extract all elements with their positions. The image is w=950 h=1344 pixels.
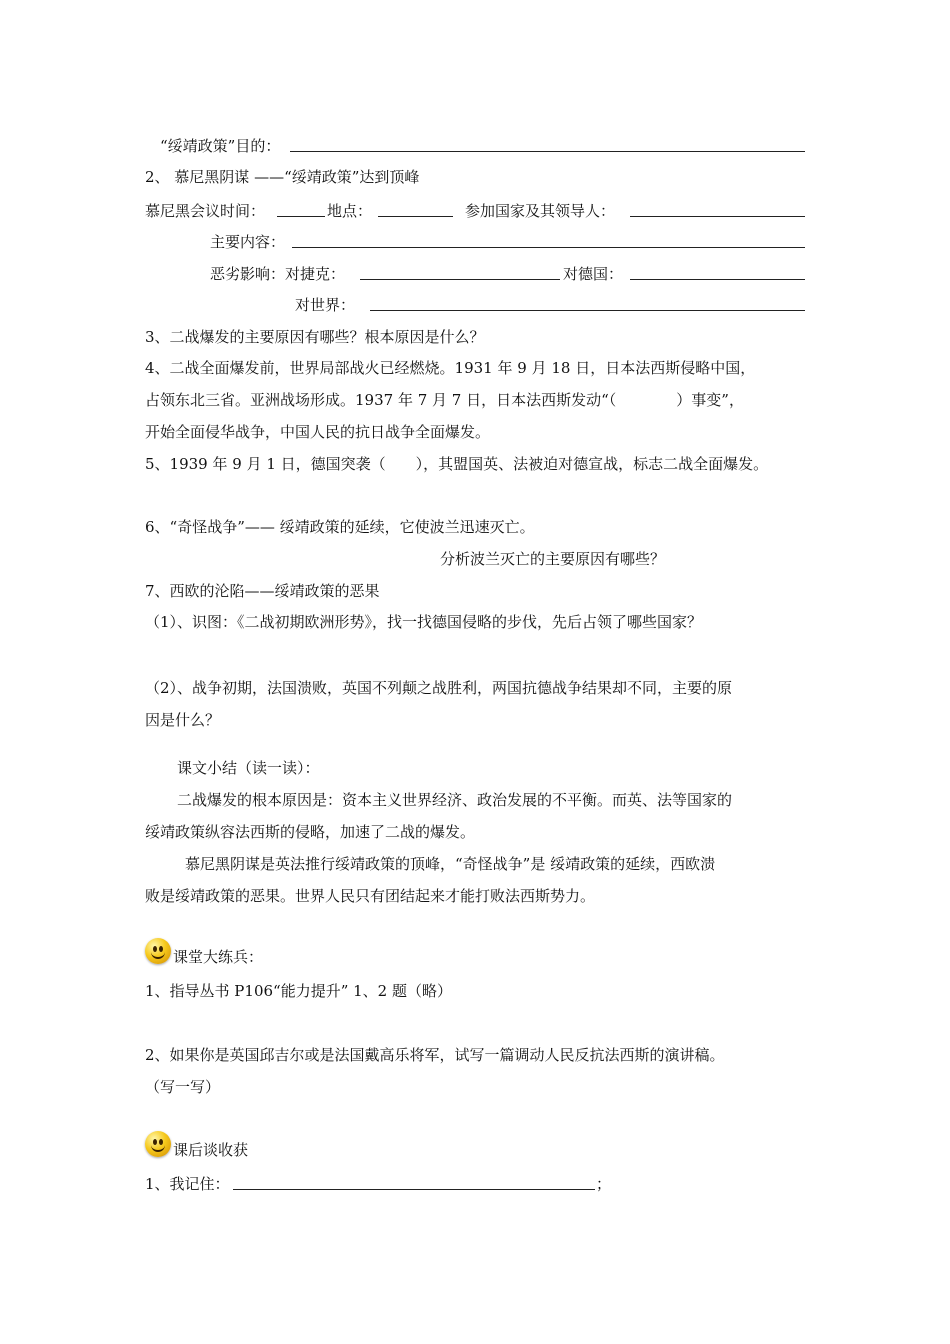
question-3: 3、二战爆发的主要原因有哪些？根本原因是什么？: [145, 328, 485, 346]
czech-blank[interactable]: [360, 279, 560, 280]
question-7-1: （1）、识图：《二战初期欧洲形势》，找一找德国侵略的步伐，先后占领了哪些国家？: [145, 613, 703, 631]
summary-paragraph-2-line-1: 慕尼黑阴谋是英法推行绥靖政策的顶峰，“奇怪战争”是 绥靖政策的延续，西欧溃: [185, 855, 716, 873]
practice-item-1: 1、指导丛书 P106“能力提升” 1、2 题（略）: [145, 982, 452, 1000]
question-7-2-line-1: （2）、战争初期，法国溃败，英国不列颠之战胜利，两国抗德战争结果却不同，主要的原: [145, 679, 733, 697]
harvest-item-1-end: ；: [596, 1175, 612, 1193]
harvest-title: 课后谈收获: [173, 1141, 249, 1159]
question-7-2-line-2: 因是什么？: [145, 711, 221, 729]
world-blank[interactable]: [370, 310, 805, 311]
summary-paragraph-1-line-2: 绥靖政策纵容法西斯的侵略，加速了二战的爆发。: [145, 823, 476, 841]
question-5: 5、1939 年 9 月 1 日，德国突袭（ ），其盟国英、法被迫对德宣战，标志二战全面爆发。: [145, 455, 769, 473]
to-germany-label: 对德国：: [563, 265, 624, 283]
question-4-line-2: 占领东北三省。亚洲战场形成。1937 年 7 月 7 日，日本法西斯发动“（ ）事变”，: [145, 391, 744, 409]
main-content-label: 主要内容：: [210, 233, 286, 251]
to-world-label: 对世界：: [295, 296, 356, 314]
summary-paragraph-1-line-1: 二战爆发的根本原因是：资本主义世界经济、政治发展的不平衡。而英、法等国家的: [177, 791, 733, 809]
munich-countries-blank[interactable]: [630, 216, 805, 217]
summary-paragraph-2-line-2: 败是绥靖政策的恶果。世界人民只有团结起来才能打败法西斯势力。: [145, 887, 596, 905]
munich-place-label: 地点：: [327, 202, 373, 220]
munich-time-label: 慕尼黑会议时间：: [145, 202, 266, 220]
practice-title: 课堂大练兵：: [173, 948, 264, 966]
question-6-sub: 分析波兰灭亡的主要原因有哪些？: [440, 550, 666, 568]
purpose-blank[interactable]: [290, 151, 805, 152]
question-4-line-3: 开始全面侵华战争，中国人民的抗日战争全面爆发。: [145, 423, 491, 441]
bad-influence-label: 恶劣影响：对捷克：: [210, 265, 346, 283]
munich-time-blank[interactable]: [277, 216, 325, 217]
summary-title: 课文小结（读一读）：: [177, 759, 320, 777]
germany-blank[interactable]: [630, 279, 805, 280]
harvest-item-1-label: 1、我记住：: [145, 1175, 230, 1193]
main-content-blank[interactable]: [292, 247, 805, 248]
question-6: 6、“奇怪战争”—— 绥靖政策的延续，它使波兰迅速灭亡。: [145, 518, 535, 536]
munich-countries-label: 参加国家及其领导人：: [465, 202, 616, 220]
question-4-line-1: 4、二战全面爆发前，世界局部战火已经燃烧。1931 年 9 月 18 日，日本法西斯侵略中国，: [145, 359, 756, 377]
question-7: 7、西欧的沦陷——绥靖政策的恶果: [145, 582, 380, 600]
practice-item-2-line-2: （写一写）: [145, 1078, 221, 1096]
smiley-face-icon: [145, 938, 171, 964]
smiley-face-icon: [145, 1131, 171, 1157]
harvest-item-1-blank[interactable]: [233, 1189, 595, 1190]
munich-heading: 2、 慕尼黑阴谋 ——“绥靖政策”达到顶峰: [145, 168, 420, 186]
munich-place-blank[interactable]: [378, 216, 453, 217]
purpose-label: “绥靖政策”目的：: [160, 137, 281, 155]
practice-item-2-line-1: 2、如果你是英国邱吉尔或是法国戴高乐将军，试写一篇调动人民反抗法西斯的演讲稿。: [145, 1046, 725, 1064]
